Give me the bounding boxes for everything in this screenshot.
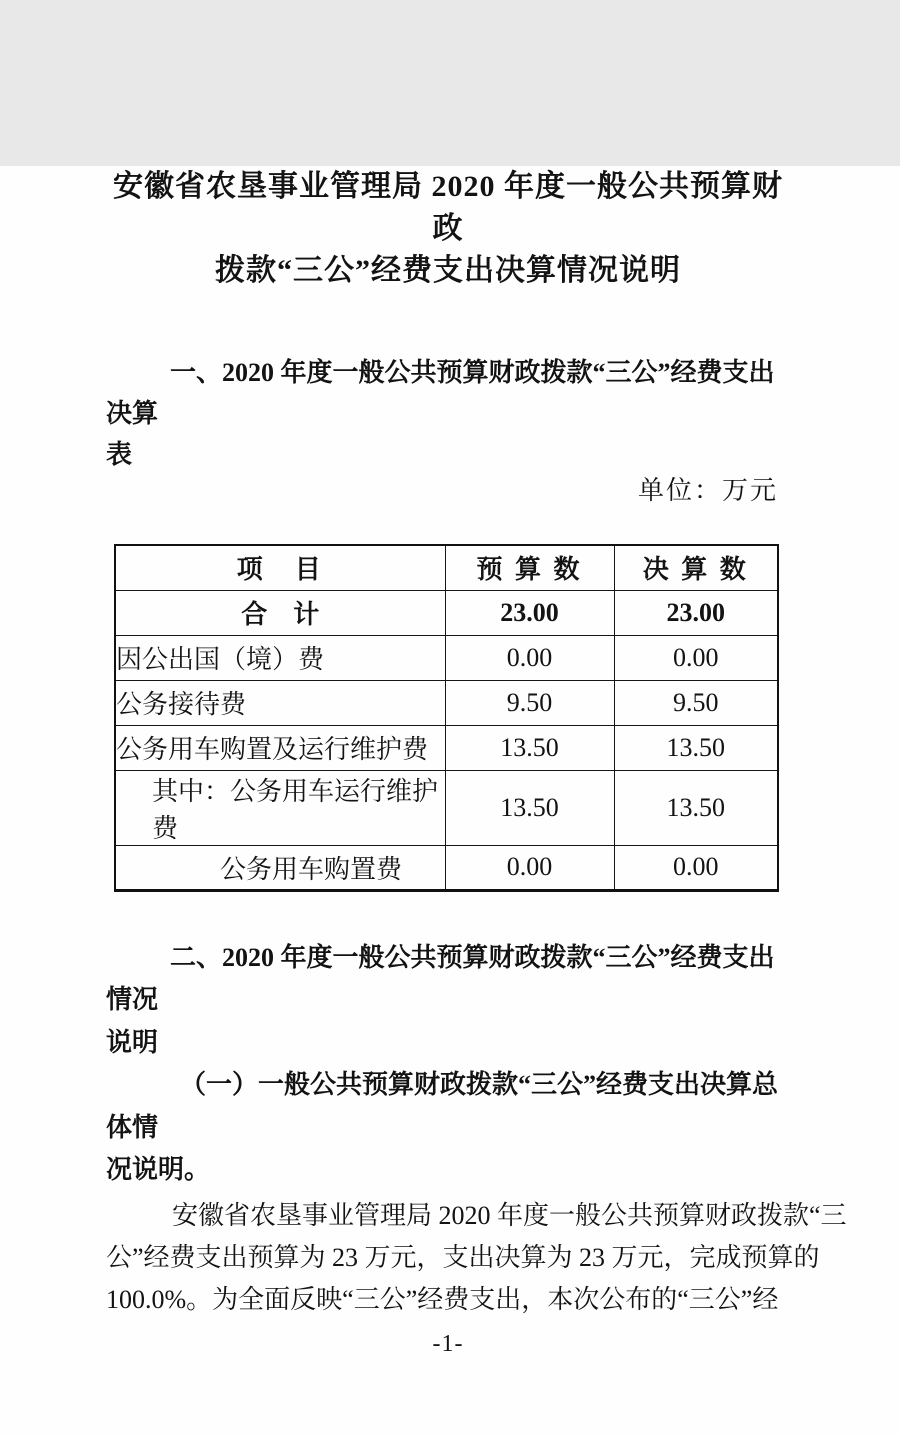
table-row-vehicle-purchase [115,845,778,890]
header-final: 决 算 数 [614,545,778,590]
section-2-heading-line-1: 二、2020 年度一般公共预算财政拨款“三公”经费支出情况 [106,942,775,1014]
body-paragraph-line-1: 安徽省农垦事业管理局 2020 年度一般公共预算财政拨款“三 [172,1200,847,1230]
row-vehicle-purchase-budget: 0.00 [445,845,614,890]
row-total-final: 23.00 [614,590,778,635]
table-row-reception [115,680,778,725]
unit-label: 单位：万元 [637,476,778,505]
three-public-expense-table [114,544,779,892]
section-1-heading [106,352,790,475]
row-vehicle-operation-final: 13.50 [614,770,778,845]
row-total-item: 合 计 [115,590,445,635]
document-title-line-2: 拨款“三公”经费支出决算情况说明 [215,254,681,287]
document-page [0,166,900,1436]
row-reception-final: 9.50 [614,680,778,725]
row-reception-budget: 9.50 [445,680,614,725]
row-reception-item: 公务接待费 [115,680,445,725]
section-1-heading-line-1: 一、2020 年度一般公共预算财政拨款“三公”经费支出决算 [106,358,775,428]
row-vehicle-purchase-item: 公务用车购置费 [115,845,445,890]
row-vehicle-total-item: 公务用车购置及运行维护费 [115,725,445,770]
document-title [106,166,790,292]
row-abroad-final: 0.00 [614,635,778,680]
table-row-abroad [115,635,778,680]
page-number: -1- [432,1330,464,1357]
row-vehicle-total-final: 13.50 [614,725,778,770]
row-abroad-item: 因公出国（境）费 [115,635,445,680]
section-2-heading-line-2: 说明 [106,1027,159,1057]
row-abroad-budget: 0.00 [445,635,614,680]
body-paragraph [106,1195,847,1321]
document-title-line-1: 安徽省农垦事业管理局 2020 年度一般公共预算财政 [113,170,783,245]
body-paragraph-line-2: 公”经费支出预算为 23 万元，支出决算为 23 万元，完成预算的 [106,1242,820,1272]
header-item: 项 目 [115,545,445,590]
row-vehicle-operation-budget: 13.50 [445,770,614,845]
header-budget: 预 算 数 [445,545,614,590]
table-row-vehicle-total [115,725,778,770]
section-2-heading [106,937,790,1192]
row-vehicle-purchase-final: 0.00 [614,845,778,890]
row-total-budget: 23.00 [445,590,614,635]
table-header-row [115,545,778,590]
table-row-vehicle-operation [115,770,778,845]
section-2-sub-heading-line-1: （一）一般公共预算财政拨款“三公”经费支出决算总体情 [106,1070,779,1142]
section-1-heading-line-2: 表 [106,440,133,469]
body-paragraph-line-3: 100.0%。为全面反映“三公”经费支出，本次公布的“三公”经 [106,1284,779,1314]
section-2-sub-heading-line-2: 况说明。 [106,1155,211,1184]
table-row-total [115,590,778,635]
row-vehicle-total-budget: 13.50 [445,725,614,770]
row-vehicle-operation-item: 其中：公务用车运行维护费 [115,770,445,845]
page-content [0,166,900,1358]
